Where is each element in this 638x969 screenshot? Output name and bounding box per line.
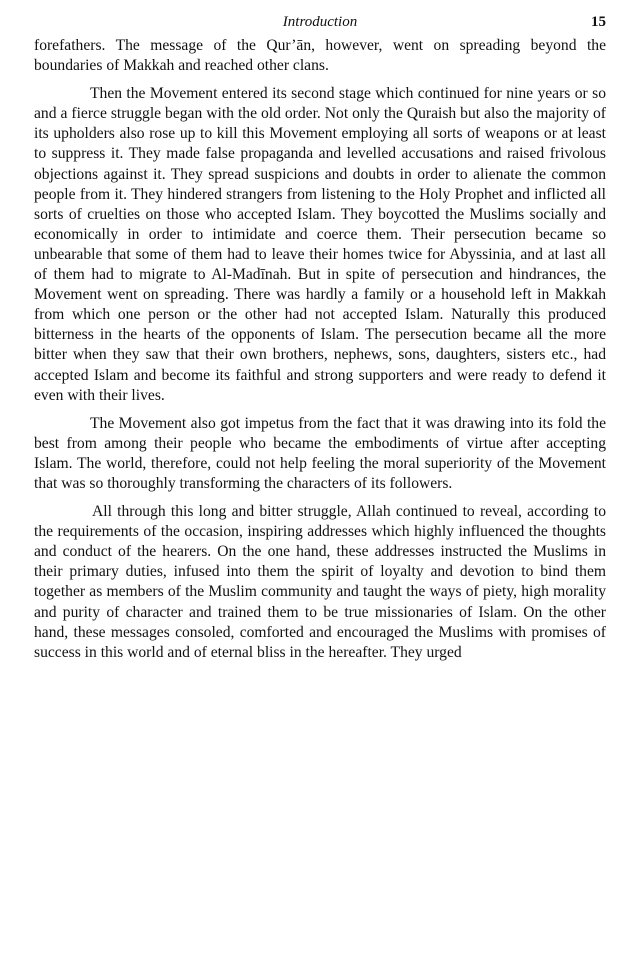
page-header — [34, 12, 606, 36]
page-number: 15 — [591, 14, 606, 30]
body-text — [34, 36, 606, 663]
paragraph-continuation: forefathers. The message of the Qur’ān, however, went on spreading beyond the boundaries of Makkah and reached other clans. — [34, 37, 606, 75]
paragraph-second-stage: Then the Movement entered its second stage which continued for nine years or so and a fierce struggle began with the old order. Not only the Quraish but also the majority of its upholders also rose up to kill this Movement employing all sorts of weapons or at least to suppress it. They made false propaganda and levelled accusations and raised frivolous objections against it. They spread suspicions and doubts in order to alienate the common people from it. They hindered strangers from listening to the Holy Prophet and inflicted all sorts of cruelties on those who accepted Islam. They boycotted the Muslims socially and economically in order to intimidate and coerce them. Their persecution became so unbearable that some of them had to leave their homes twice for Abyssinia, and at last all of them had to migrate to Al-Madīnah. But in spite of persecution and hindrances, the Movement went on spreading. There was hardly a family or a household left in Makkah from which one person or the other had not accepted Islam. Naturally this produced bitterness in the hearts of the opponents of Islam. The persecution became all the more bitter when they saw that their own brothers, nephews, sons, daughters, sisters etc., had accepted Islam and become its faithful and strong supporters and were ready to defend it even with their lives. — [34, 85, 606, 404]
book-page — [34, 12, 606, 663]
paragraph-movement-impetus: The Movement also got impetus from the fact that it was drawing into its fold the best from among their people who became the embodiments of virtue after accepting Islam. The world, therefore, could not help feeling the moral superiority of the Movement that was so thoroughly transforming the characters of its followers. — [34, 414, 606, 492]
running-title: Introduction — [282, 14, 358, 30]
paragraph-struggle-revelation: All through this long and bitter struggle, Allah continued to reveal, according to the requirements of the occasion, inspiring addresses which highly influenced the thoughts and conduct of the hearers. On the one hand, these addresses instructed the Muslims in their primary duties, infused into them the spirit of loyalty and devotion to bind them together as members of the Muslim community and taught the ways of piety, high morality and purity of character and trained them to be true missionaries of Islam. On the other hand, these messages consoled, comforted and encouraged the Muslims with promises of success in this world and of eternal bliss in the hereafter. They urged — [34, 503, 606, 661]
